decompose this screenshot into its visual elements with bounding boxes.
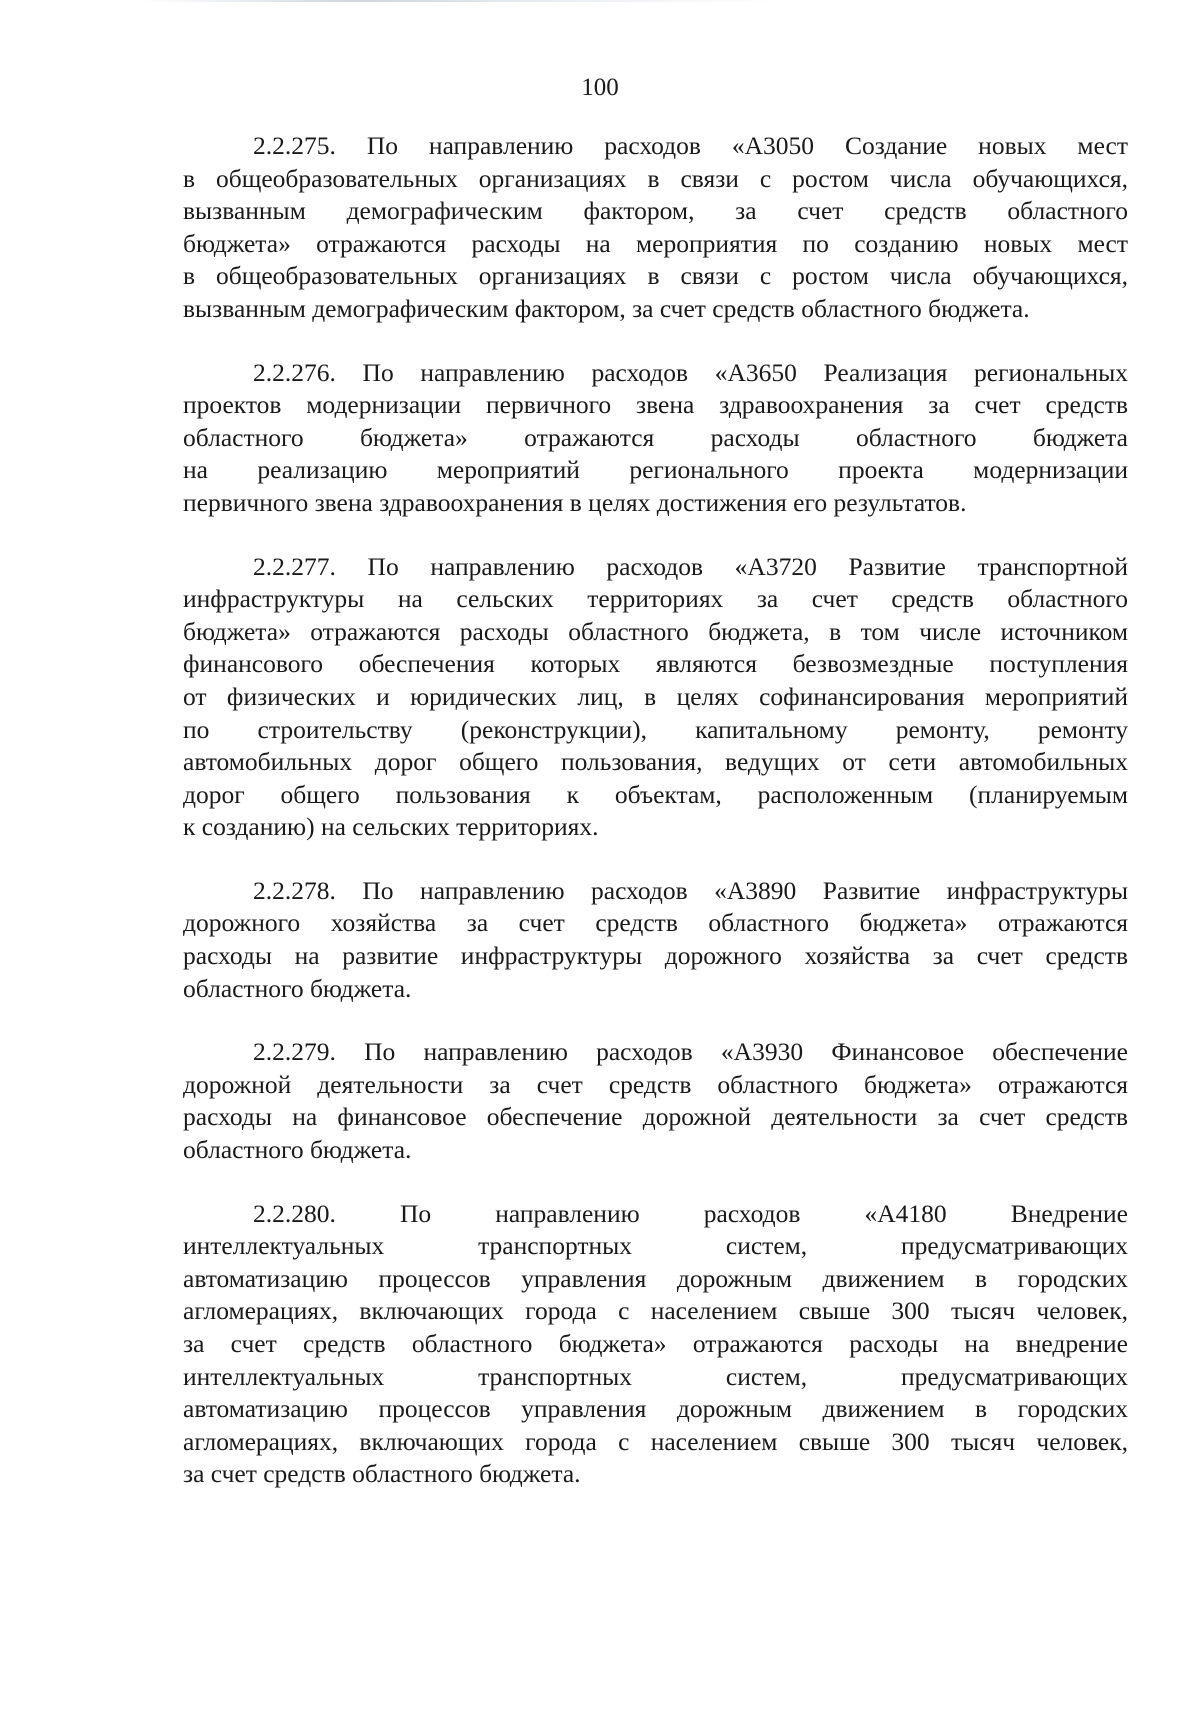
paragraph <box>183 1198 1128 1491</box>
paragraph-line: расходы на финансовое обеспечение дорожной деятельности за счет средств <box>183 1102 1128 1132</box>
paragraph-line: агломерациях, включающих города с населением свыше 300 тысяч человек, <box>183 1426 1128 1456</box>
paragraph-line: от физических и юридических лиц, в целях софинансирования мероприятий <box>183 681 1128 711</box>
paragraph-line: агломерациях, включающих города с населением свыше 300 тысяч человек, <box>183 1296 1128 1326</box>
paragraph-line: вызванным демографическим фактором, за счет средств областного <box>183 196 1128 226</box>
paragraph-line: в общеобразовательных организациях в связи с ростом числа обучающихся, <box>183 261 1128 291</box>
paragraph <box>183 130 1128 326</box>
paragraph-line: 2.2.280. По направлению расходов «A4180 Внедрение <box>253 1198 1128 1228</box>
scan-artifact <box>140 0 780 2</box>
paragraph-line: дорожного хозяйства за счет средств областного бюджета» отражаются <box>183 908 1128 938</box>
paragraph-line: за счет средств областного бюджета. <box>183 1459 581 1489</box>
paragraph-line: дорожной деятельности за счет средств областного бюджета» отражаются <box>183 1069 1128 1099</box>
paragraph-line: 2.2.275. По направлению расходов «A3050 Создание новых мест <box>253 131 1128 160</box>
paragraph-line: по строительству (реконструкции), капитальному ремонту, ремонту <box>183 714 1128 744</box>
paragraph-line: к созданию) на сельских территориях. <box>183 812 599 842</box>
paragraph-line: вызванным демографическим фактором, за счет средств областного бюджета. <box>183 293 1030 323</box>
paragraph-line: областного бюджета. <box>183 1135 412 1165</box>
paragraph-line: бюджета» отражаются расходы областного бюджета, в том числе источником <box>183 616 1128 646</box>
paragraph-line: проектов модернизации первичного звена здравоохранения за счет средств <box>183 390 1128 420</box>
paragraph-line: интеллектуальных транспортных систем, предусматривающих <box>183 1361 1128 1391</box>
paragraph-line: 2.2.277. По направлению расходов «A3720 Развитие транспортной <box>253 551 1128 581</box>
paragraph <box>183 875 1128 1005</box>
paragraph <box>183 1036 1128 1166</box>
paragraph-line: автоматизацию процессов управления дорожным движением в городских <box>183 1394 1128 1424</box>
page-number: 100 <box>581 74 619 101</box>
paragraph-line: 2.2.278. По направлению расходов «A3890 Развитие инфраструктуры <box>253 875 1128 905</box>
paragraph-line: интеллектуальных транспортных систем, предусматривающих <box>183 1231 1128 1261</box>
paragraph-line: областного бюджета. <box>183 973 412 1003</box>
paragraph-line: дорог общего пользования к объектам, расположенным (планируемым <box>183 779 1128 809</box>
paragraph-line: за счет средств областного бюджета» отражаются расходы на внедрение <box>183 1329 1128 1358</box>
paragraph-line: первичного звена здравоохранения в целях достижения его результатов. <box>183 487 967 517</box>
paragraph-line: бюджета» отражаются расходы на мероприятия по созданию новых мест <box>183 228 1128 258</box>
paragraph-line: автоматизацию процессов управления дорожным движением в городских <box>183 1263 1128 1293</box>
paragraph-line: на реализацию мероприятий регионального проекта модернизации <box>183 455 1128 485</box>
paragraph-line: финансового обеспечения которых являются безвозмездные поступления <box>183 649 1128 679</box>
paragraph-line: 2.2.276. По направлению расходов «A3650 Реализация региональных <box>253 357 1128 387</box>
paragraph <box>183 357 1128 520</box>
paragraph-line: 2.2.279. По направлению расходов «A3930 Финансовое обеспечение <box>253 1037 1128 1067</box>
paragraph <box>183 551 1128 844</box>
paragraph-line: в общеобразовательных организациях в связи с ростом числа обучающихся, <box>183 163 1128 193</box>
paragraph-line: автомобильных дорог общего пользования, ведущих от сети автомобильных <box>183 747 1128 777</box>
paragraph-line: расходы на развитие инфраструктуры дорожного хозяйства за счет средств <box>183 941 1128 971</box>
document-body <box>183 130 1128 1522</box>
paragraph-line: областного бюджета» отражаются расходы областного бюджета <box>183 422 1128 452</box>
paragraph-line: инфраструктуры на сельских территориях за счет средств областного <box>183 584 1128 614</box>
